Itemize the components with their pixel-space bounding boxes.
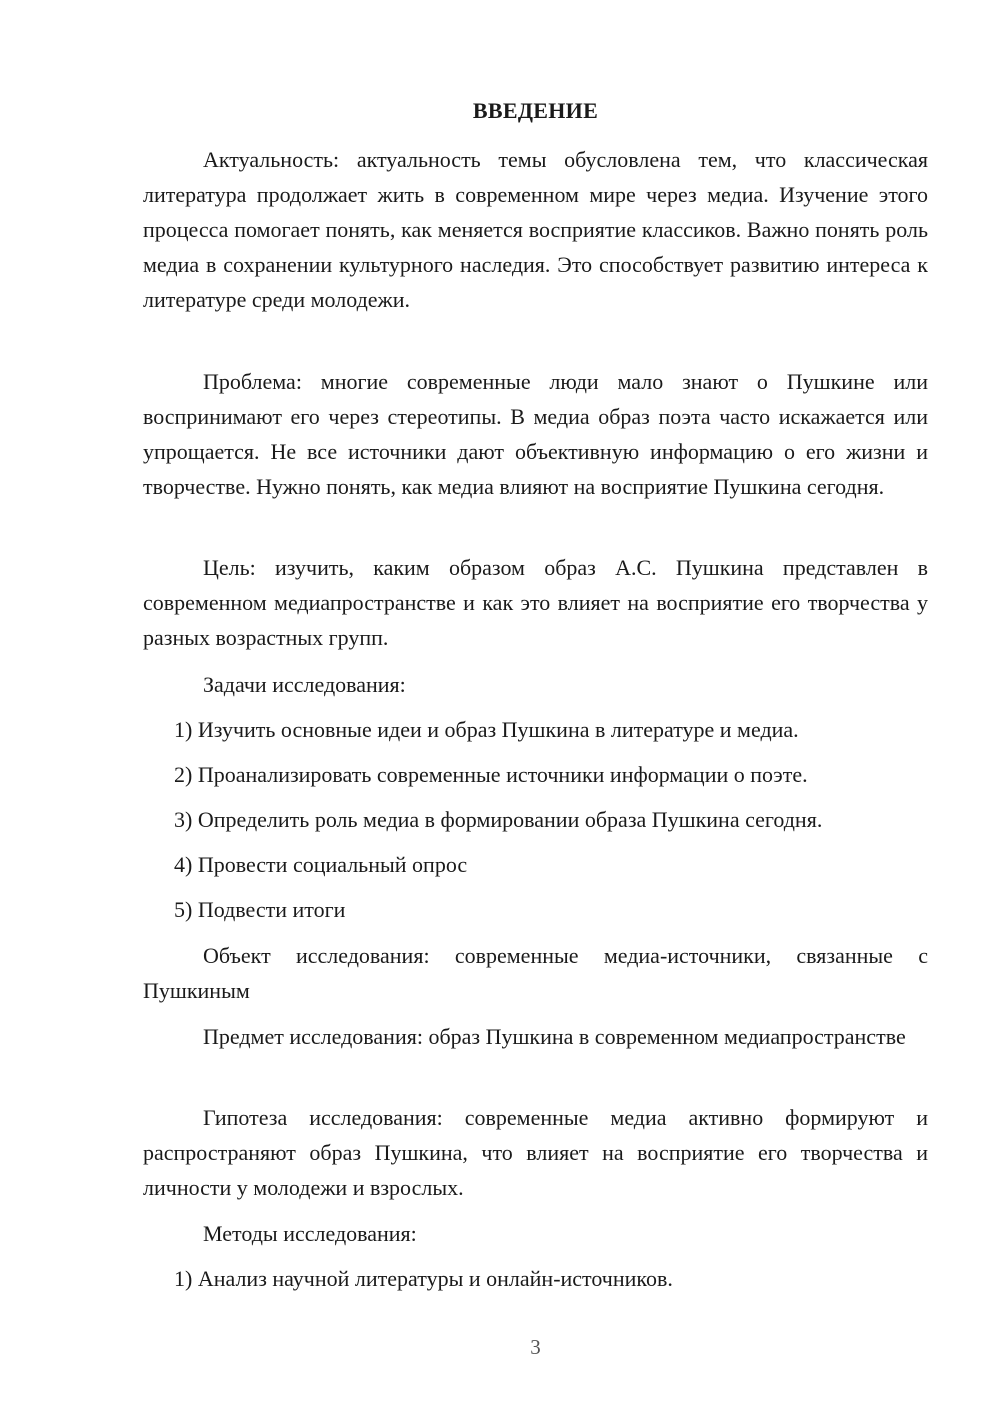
tasks-heading: Задачи исследования:: [203, 672, 406, 697]
relevance-paragraph: Актуальность: актуальность темы обусловлена тем, что классическая литература продолжает жить в современном мире через медиа. Изучение этого процесса помогает понять, как меняется восприятие классиков. Важно понять роль медиа в сохранении культурного наследия. Это способствует развитию интереса к литературе среди молодежи.: [143, 147, 928, 312]
section-title: ВВЕДЕНИЕ: [472, 98, 599, 123]
task-item: 5) Подвести итоги: [174, 897, 346, 922]
problem-paragraph: Проблема: многие современные люди мало знают о Пушкине или воспринимают его через стереотипы. В медиа образ поэта часто искажается или упрощается. Не все источники дают объективную информацию о его жизни и творчестве. Нужно понять, как медиа влияют на восприятие Пушкина сегодня.: [143, 369, 928, 499]
subject-paragraph: Предмет исследования: образ Пушкина в современном медиапространстве: [203, 1024, 906, 1049]
task-item: 2) Проанализировать современные источники информации о поэте.: [174, 762, 808, 787]
task-item: 1) Изучить основные идеи и образ Пушкина в литературе и медиа.: [174, 717, 799, 742]
task-item: 4) Провести социальный опрос: [174, 852, 468, 877]
goal-paragraph: Цель: изучить, каким образом образ А.С. Пушкина представлен в современном медиапространстве и как это влияет на восприятие его творчества у разных возрастных групп.: [143, 555, 928, 650]
page-number: 3: [530, 1335, 541, 1359]
method-item: 1) Анализ научной литературы и онлайн-источников.: [174, 1266, 673, 1291]
methods-heading: Методы исследования:: [203, 1221, 417, 1246]
task-item: 3) Определить роль медиа в формировании образа Пушкина сегодня.: [174, 807, 823, 832]
object-paragraph: Объект исследования: современные медиа-источники, связанные с Пушкиным: [143, 943, 928, 1003]
hypothesis-paragraph: Гипотеза исследования: современные медиа активно формируют и распространяют образ Пушкина, что влияет на восприятие его творчества и личности у молодежи и взрослых.: [143, 1105, 928, 1200]
